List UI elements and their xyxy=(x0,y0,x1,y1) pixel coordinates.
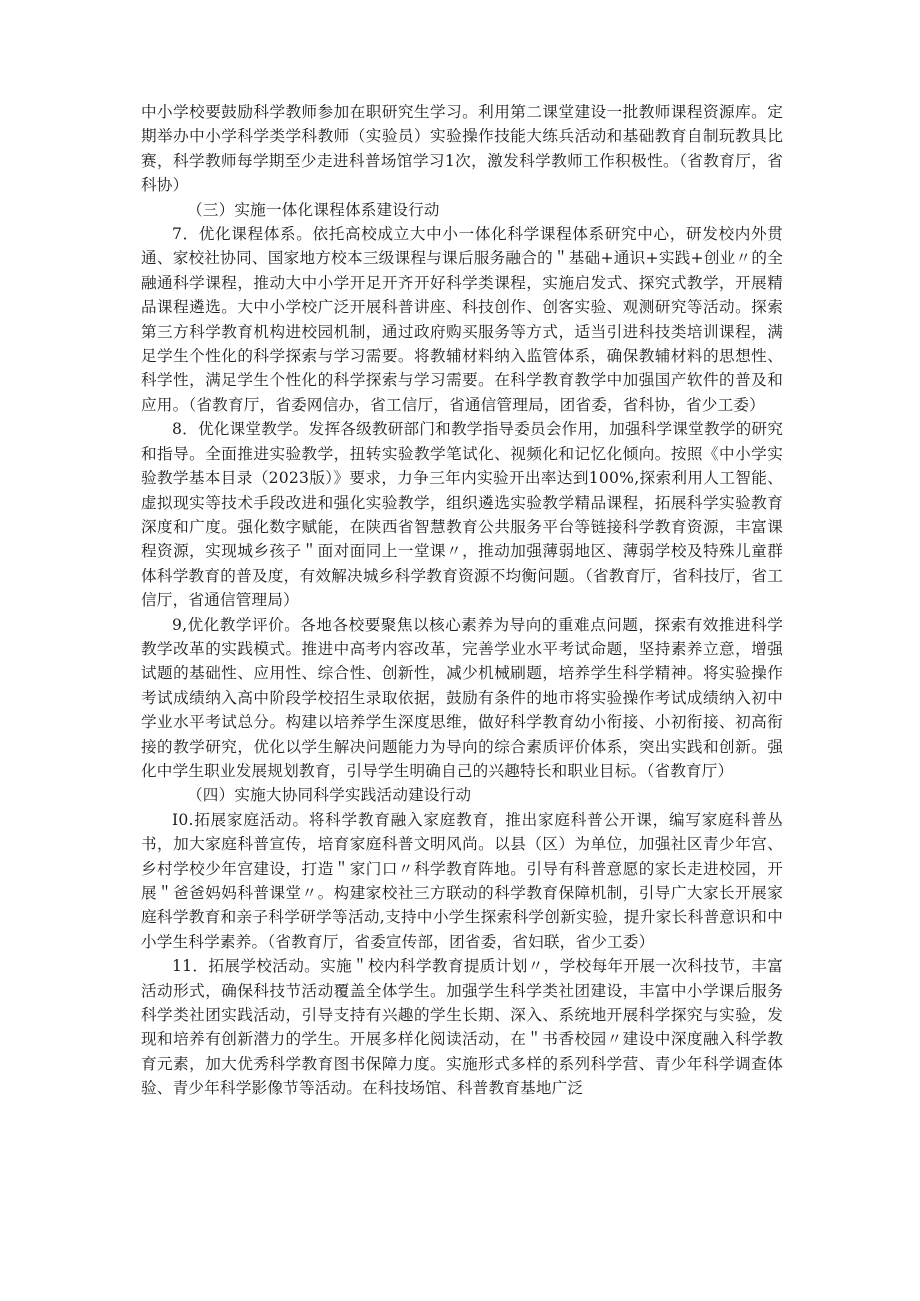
item-11-paragraph: 11．拓展学校活动。实施＂校内科学教育提质计划〃，学校每年开展一次科技节，丰富活动形式，确保科技节活动覆盖全体学生。加强学生科学类社团建设，丰富中小学课后服务科学类社团实践活动，引导支持有兴趣的学生长期、深入、系统地开展科学探究与实验，发现和培养有创新潜力的学生。开展多样化阅读活动，在＂书香校园〃建设中深度融入科学教育元素，加大优秀科学教育图书保障力度。实施形式多样的系列科学营、青少年科学调查体验、青少年科学影像节等活动。在科技场馆、科普教育基地广泛 xyxy=(141,957,783,1098)
item-8-paragraph: 8．优化课堂教学。发挥各级教研部门和教学指导委员会作用，加强科学课堂教学的研究和指导。全面推进实验教学，扭转实验教学笔试化、视频化和记忆化倾向。按照《中小学实验教学基本目录（2023版）》要求，力争三年内实验开出率达到100%,探索利用人工智能、虚拟现实等技术手段改进和强化实验教学，组织遴选实验教学精品课程，拓展科学实验教育深度和广度。强化数字赋能，在陕西省智慧教育公共服务平台等链接科学教育资源，丰富课程资源，实现城乡孩子＂面对面同上一堂课〃，推动加强薄弱地区、薄弱学校及特殊儿童群体科学教育的普及度，有效解决城乡科学教育资源不均衡问题。（省教育厅，省科技厅，省工信厅，省通信管理局） xyxy=(141,420,783,610)
section-heading-4: （四）实施大协同科学实践活动建设行动 xyxy=(187,786,472,805)
section-heading-3: （三）实施一体化课程体系建设行动 xyxy=(187,200,440,219)
document-body xyxy=(141,100,783,1101)
intro-paragraph: 中小学校要鼓励科学教师参加在职研究生学习。利用第二课堂建设一批教师课程资源库。定期举办中小学科学类学科教师（实验员）实验操作技能大练兵活动和基础教育自制玩教具比赛，科学教师每学期至少走进科普场馆学习1次，激发科学教师工作积极性。（省教育厅，省科协） xyxy=(141,103,783,195)
item-7-paragraph: 7．优化课程体系。依托高校成立大中小一体化科学课程体系研究中心，研发校内外贯通、家校社协同、国家地方校本三级课程与课后服务融合的＂基础+通识+实践+创业〃的全融通科学课程，推动大中小学开足开齐开好科学类课程，实施启发式、探究式教学，开展精品课程遴选。大中小学校广泛开展科普讲座、科技创作、创客实验、观测研究等活动。探索第三方科学教育机构进校园机制，通过政府购买服务等方式，适当引进科技类培训课程，满足学生个性化的科学探索与学习需要。将教辅材料纳入监管体系，确保教辅材料的思想性、科学性，满足学生个性化的科学探索与学习需要。在科学教育教学中加强国产软件的普及和应用。（省教育厅，省委网信办，省工信厅，省通信管理局，团省委，省科协，省少工委） xyxy=(141,225,783,414)
item-10-paragraph: I0.拓展家庭活动。将科学教育融入家庭教育，推出家庭科普公开课，编写家庭科普丛书，加大家庭科普宣传，培育家庭科普文明风尚。以县（区）为单位，加强社区青少年宫、乡村学校少年宫建设，打造＂家门口〃科学教育阵地。引导有科普意愿的家长走进校园，开展＂爸爸妈妈科普课堂〃。构建家校社三方联动的科学教育保障机制，引导广大家长开展家庭科学教育和亲子科学研学等活动,支持中小学生探索科学创新实验，提升家长科普意识和中小学生科学素养。（省教育厅，省委宣传部，团省委，省妇联，省少工委） xyxy=(141,810,783,951)
item-9-paragraph: 9,优化教学评价。各地各校要聚焦以核心素养为导向的重难点问题，探索有效推进科学教学改革的实践模式。推进中高考内容改革，完善学业水平考试命题，坚持素养立意，增强试题的基础性、应用性、综合性、创新性，减少机械刷题，培养学生科学精神。将实验操作考试成绩纳入高中阶段学校招生录取依据，鼓励有条件的地市将实验操作考试成绩纳入初中学业水平考试总分。构建以培养学生深度思维，做好科学教育幼小衔接、小初衔接、初高衔接的教学研究，优化以学生解决问题能力为导向的综合素质评价体系，突出实践和创新。强化中学生职业发展规划教育，引导学生明确自己的兴趣特长和职业目标。（省教育厅） xyxy=(141,615,783,780)
